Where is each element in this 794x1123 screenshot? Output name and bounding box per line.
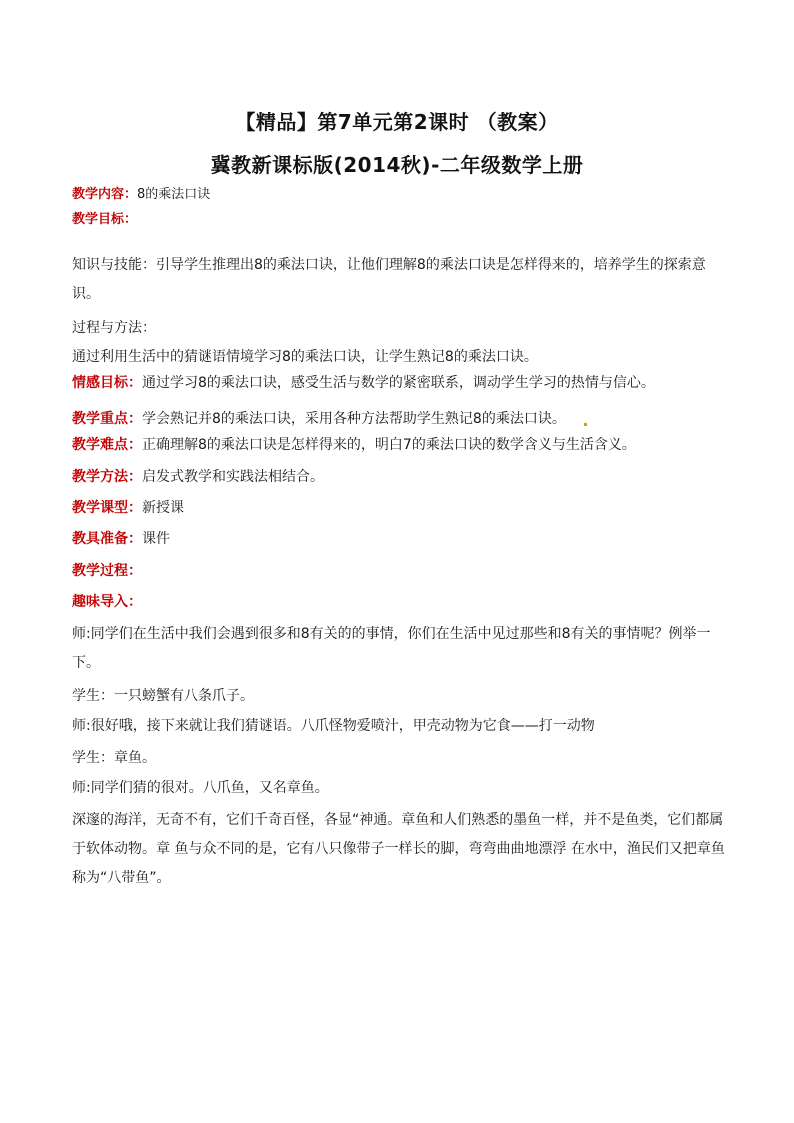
tools-label: 教具准备： xyxy=(72,531,142,547)
intro-label: 趣味导入： xyxy=(72,594,142,610)
teaching-goal-label: 教学目标： xyxy=(72,212,138,227)
dialogue-line-1: 师:同学们在生活中我们会遇到很多和8有关的的事情，你们在生活中见过那些和8有关的事情呢？例举一下。 xyxy=(72,626,711,671)
method-label: 教学方法： xyxy=(72,469,142,485)
key-point-text: 学会熟记并8的乘法口诀，采用各种方法帮助学生熟记8的乘法口诀。 xyxy=(142,411,566,427)
emotion-text: 通过学习8的乘法口诀，感受生活与数学的紧密联系，调动学生学习的热情与信心。 xyxy=(142,375,655,391)
document-title: 【精品】第7单元第2课时 （教案） xyxy=(235,110,559,134)
process-text: 通过利用生活中的猜谜语情境学习8的乘法口诀，让学生熟记8的乘法口诀。 xyxy=(72,349,538,365)
difficult-point-text: 正确理解8的乘法口诀是怎样得来的，明白7的乘法口诀的数学含义与生活含义。 xyxy=(142,437,636,453)
intro-row xyxy=(72,592,732,612)
dialogue-line-3: 师:很好哦，接下来就让我们猜谜语。八爪怪物爱喷汁，甲壳动物为它食——打一动物 xyxy=(72,718,595,734)
dialogue-line-4: 学生：章鱼。 xyxy=(72,750,156,766)
key-point-label: 教学重点： xyxy=(72,411,142,427)
difficult-point-label: 教学难点： xyxy=(72,437,142,453)
method-row xyxy=(72,467,732,487)
teaching-content-value: 8的乘法口诀 xyxy=(137,187,211,202)
knowledge-paragraph: 知识与技能：引导学生推理出8的乘法口诀，让他们理解8的乘法口诀是怎样得来的，培养学生的探索意识。 xyxy=(72,257,706,302)
emotion-label: 情感目标： xyxy=(72,375,142,391)
dialogue-line-5: 师:同学们猜的很对。八爪鱼，又名章鱼。 xyxy=(72,780,329,796)
marker-dot xyxy=(584,423,587,426)
teaching-content-row xyxy=(72,185,732,205)
lesson-type-label: 教学课型： xyxy=(72,500,142,516)
key-point-row xyxy=(72,409,732,429)
lesson-type-text: 新授课 xyxy=(142,500,184,516)
emotion-row xyxy=(72,373,732,393)
dialogue-paragraph-6: 深邃的海洋，无奇不有，它们千奇百怪，各显“神通。章鱼和人们熟悉的墨鱼一样，并不是鱼类，它们都属于软体动物。章 鱼与众不同的是，它有八只像带子一样长的脚，弯弯曲曲地漂浮 在水中，渔民们又把章鱼称为“八带鱼”。 xyxy=(72,812,725,886)
difficult-point-row xyxy=(72,435,732,455)
tools-row xyxy=(72,529,732,549)
lesson-type-row xyxy=(72,498,732,518)
process-title: 过程与方法： xyxy=(72,320,156,336)
method-text: 启发式教学和实践法相结合。 xyxy=(142,469,324,485)
procedure-label: 教学过程： xyxy=(72,563,142,579)
dialogue-line-2: 学生：一只螃蟹有八条爪子。 xyxy=(72,688,254,704)
tools-text: 课件 xyxy=(142,531,170,547)
teaching-goal-row xyxy=(72,210,732,230)
procedure-row xyxy=(72,561,732,581)
teaching-content-label: 教学内容： xyxy=(72,187,138,202)
document-subtitle: 冀教新课标版(2014秋)-二年级数学上册 xyxy=(210,153,584,177)
